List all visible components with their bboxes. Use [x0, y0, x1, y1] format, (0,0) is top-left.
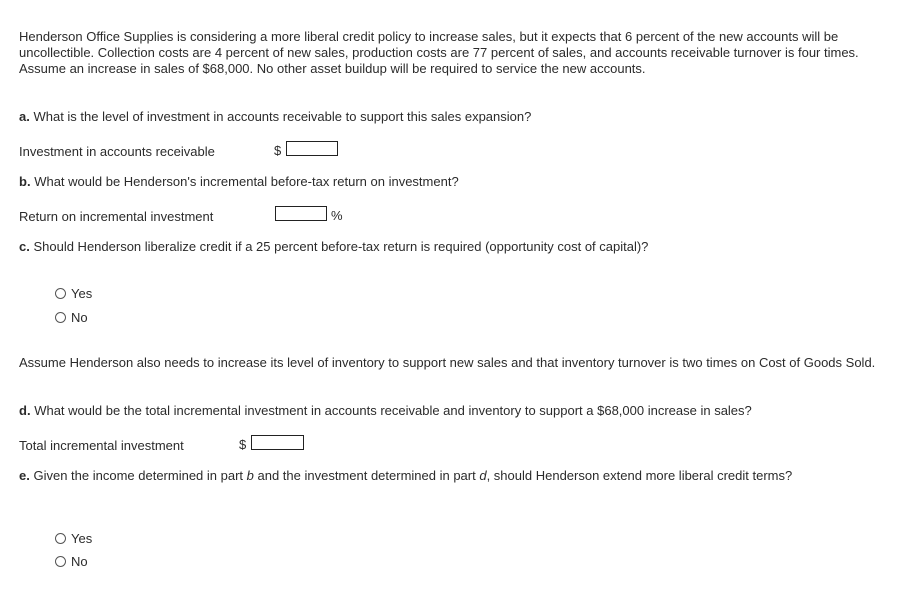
- question-b-answer-row: [19, 206, 343, 226]
- question-a: [19, 109, 879, 125]
- question-e-text-2: and the investment determined in part: [253, 468, 480, 483]
- radio-button-icon[interactable]: [55, 312, 66, 323]
- investment-ar-label: Investment in accounts receivable: [19, 143, 215, 159]
- currency-symbol: $: [239, 437, 247, 452]
- return-label: Return on incremental investment: [19, 208, 214, 224]
- radio-button-icon[interactable]: [55, 533, 66, 544]
- inventory-context: Assume Henderson also needs to increase its level of inventory to support new sales and that inventory turnover is two times on Cost of Goods Sold.: [19, 355, 876, 370]
- total-investment-input[interactable]: [251, 435, 304, 450]
- percent-symbol: %: [331, 208, 343, 223]
- question-c-letter: c.: [19, 239, 30, 254]
- question-a-text: What is the level of investment in accounts receivable to support this sales expansion?: [33, 109, 532, 124]
- question-b: [19, 174, 879, 190]
- question-d-letter: d.: [19, 403, 31, 418]
- option-label: No: [71, 553, 88, 569]
- problem-intro: Henderson Office Supplies is considering a more liberal credit policy to increase sales, but it expects that 6 percent of the new accounts will be uncollectible. Collection costs are 4 percent of new sales, production costs are 77 percent of sales, and accounts receivable turnover is four times. Assume an increase in sales of $68,000. No other asset buildup will be required to service the new accounts.: [19, 29, 859, 76]
- question-e-option-no[interactable]: [55, 553, 88, 569]
- radio-button-icon[interactable]: [55, 556, 66, 567]
- option-label: Yes: [71, 285, 93, 301]
- currency-symbol: $: [274, 143, 282, 158]
- question-c-option-no[interactable]: [55, 309, 88, 325]
- question-a-answer-row: [19, 141, 282, 161]
- question-c-text: Should Henderson liberalize credit if a 25 percent before-tax return is required (opportunity cost of capital)?: [33, 239, 649, 254]
- question-b-letter: b.: [19, 174, 31, 189]
- investment-ar-input[interactable]: [286, 141, 338, 156]
- question-c: [19, 239, 879, 255]
- part-d-reference: d: [479, 468, 487, 483]
- total-investment-label: Total incremental investment: [19, 437, 184, 453]
- question-d: [19, 403, 879, 419]
- option-label: Yes: [71, 530, 93, 546]
- question-e: [19, 468, 879, 484]
- part-b-reference: b: [246, 468, 254, 483]
- question-c-option-yes[interactable]: [55, 285, 92, 301]
- return-input[interactable]: [275, 206, 327, 221]
- question-e-letter: e.: [19, 468, 30, 483]
- option-label: No: [71, 309, 88, 325]
- question-e-text-1: Given the income determined in part: [33, 468, 247, 483]
- question-e-text-3: , should Henderson extend more liberal credit terms?: [486, 468, 793, 483]
- radio-button-icon[interactable]: [55, 288, 66, 299]
- question-a-letter: a.: [19, 109, 30, 124]
- question-d-answer-row: [19, 435, 247, 455]
- question-d-text: What would be the total incremental investment in accounts receivable and inventory to support a $68,000 increase in sales?: [34, 403, 752, 418]
- question-b-text: What would be Henderson's incremental before-tax return on investment?: [34, 174, 459, 189]
- question-e-option-yes[interactable]: [55, 530, 92, 546]
